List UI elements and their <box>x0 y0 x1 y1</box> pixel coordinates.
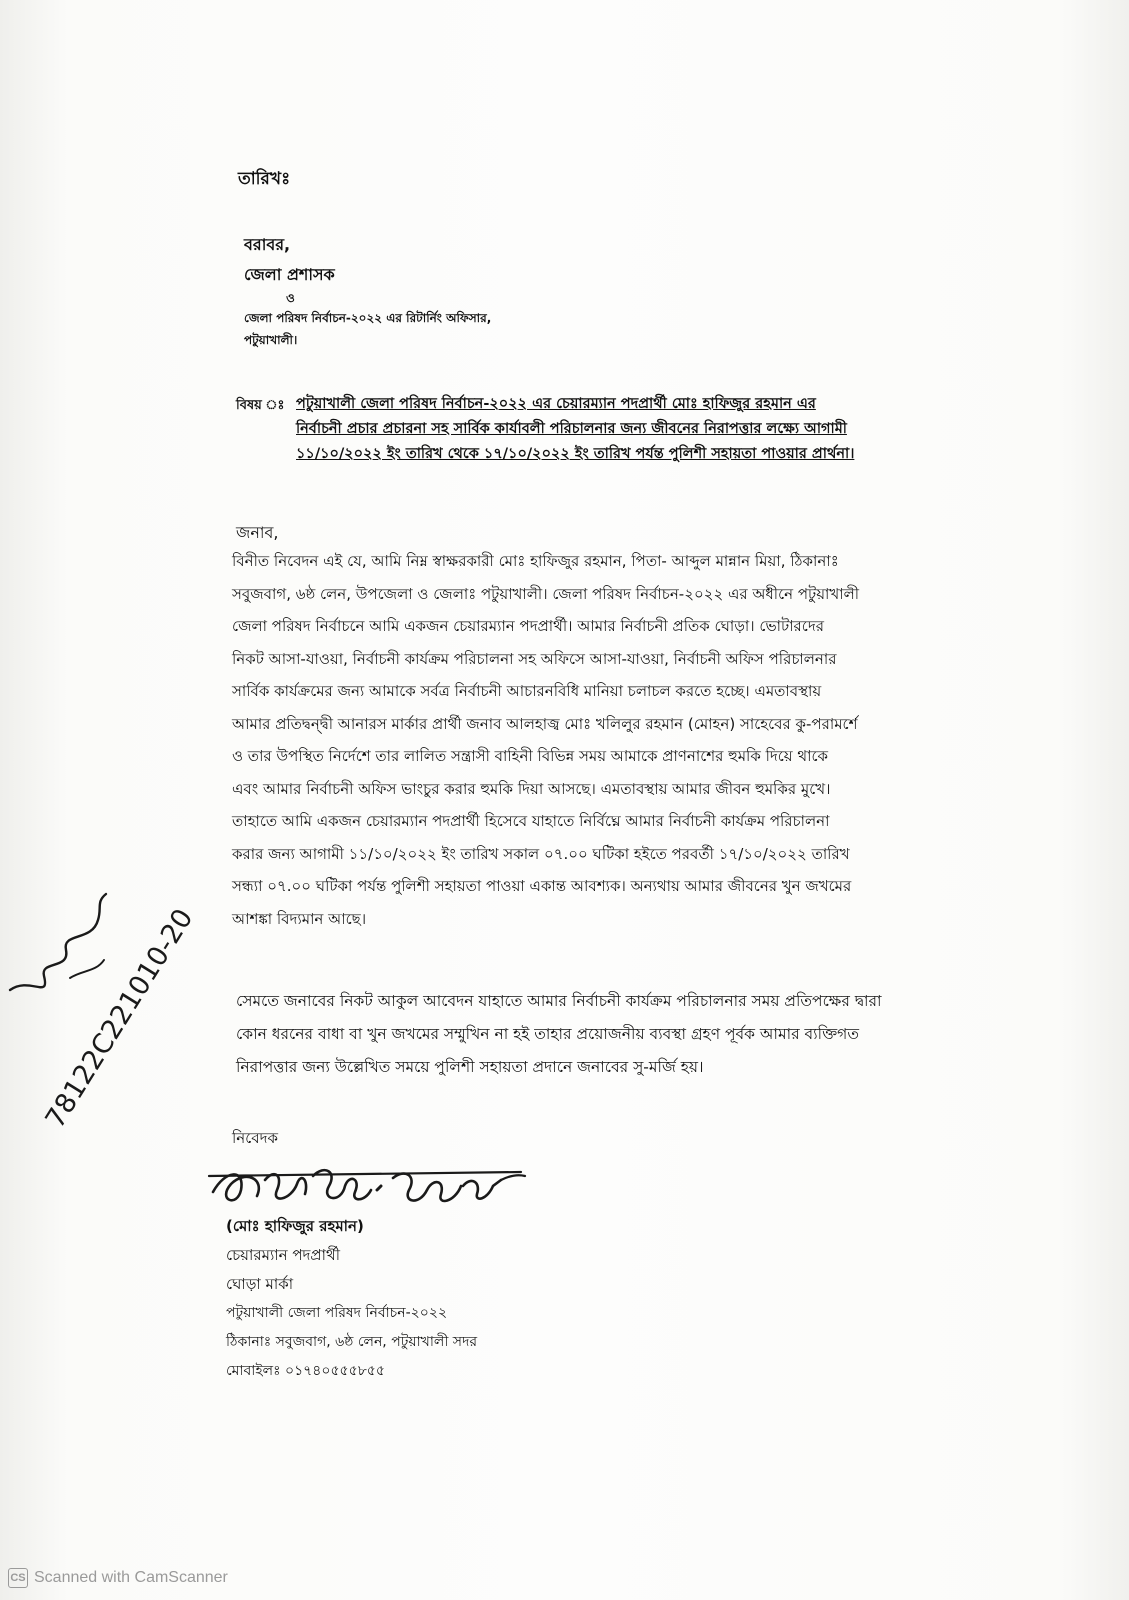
closing-line: নিরাপত্তার জন্য উল্লেখিত সময়ে পুলিশী সহায়তা প্রদানে জনাবের সু-মর্জি হয়। <box>236 1058 704 1076</box>
recipient-line-2: জেলা প্রশাসক <box>244 265 335 284</box>
closing-line: কোন ধরনের বাধা বা খুন জখমের সম্মুখিন না হই তাহার প্রয়োজনীয় ব্যবস্থা গ্রহণ পূর্বক আমার ব্যক্তিগত <box>236 1025 859 1043</box>
receipt-number: 78122C221010-20 <box>39 903 200 1134</box>
closing-paragraph <box>236 985 1056 1084</box>
body-line: জেলা পরিষদ নির্বাচনে আমি একজন চেয়ারম্যান পদপ্রার্থী। আমার নির্বাচনী প্রতিক ঘোড়া। ভোটারদের <box>232 617 824 635</box>
handwritten-receipt-note <box>0 880 230 1140</box>
camscanner-logo-icon: CS <box>8 1568 28 1588</box>
body-line: সার্বিক কার্যক্রমের জন্য আমাকে সর্বত্র নির্বাচনী আচারনবিধি মানিয়া চলাচল করতে হচ্ছে। এমতাবস্থায় <box>232 682 822 700</box>
body-line: বিনীত নিবেদন এই যে, আমি নিম্ন স্বাক্ষরকারী মোঃ হাফিজুর রহমান, পিতা- আব্দুল মান্নান মিয়া, ঠিকানাঃ <box>232 552 839 570</box>
subject-line: নির্বাচনী প্রচার প্রচারনা সহ সার্বিক কার্যাবলী পরিচালনার জন্য জীবনের নিরাপত্তার লক্ষ্যে আগামী <box>296 421 847 437</box>
recipient-line-5: পটুয়াখালী। <box>244 333 298 347</box>
applicant-label: নিবেদক <box>232 1129 278 1147</box>
body-line: এবং আমার নির্বাচনী অফিস ভাংচুর করার হুমকি দিয়া আসছে। এমতাবস্থায় আমার জীবন হুমকির মুখে। <box>232 779 831 798</box>
handwritten-signature <box>205 1150 535 1220</box>
scanner-watermark <box>8 1568 228 1588</box>
election-symbol: ঘোড়া মার্কা <box>226 1275 294 1293</box>
signature-block <box>226 1212 477 1386</box>
receipt-initials-icon <box>10 894 106 990</box>
body-line: সন্ধ্যা ০৭.০০ ঘটিকা পর্যন্ত পুলিশী সহায়তা পাওয়া একান্ত আবশ্যক। অন্যথায় আমার জীবনের খুন জখমের <box>232 877 852 895</box>
body-line: আমার প্রতিদ্বন্দ্বী আনারস মার্কার প্রার্থী জনাব আলহাজ্ব মোঃ খলিলুর রহমান (মোহন) সাহেবের কু-পরামর্শে <box>232 714 858 733</box>
election-name: পটুয়াখালী জেলা পরিষদ নির্বাচন-২০২২ <box>226 1305 448 1321</box>
body-line: সবুজবাগ, ৬ষ্ঠ লেন, উপজেলা ও জেলাঃ পটুয়াখালী। জেলা পরিষদ নির্বাচন-২০২২ এর অধীনে পটুয়াখালী <box>232 584 860 603</box>
body-line: ও তার উপস্থিত নির্দেশে তার লালিত সন্ত্রাসী বাহিনী বিভিন্ন সময় আমাকে প্রাণনাশের হুমকি দিয়ে থাকে <box>232 747 828 765</box>
body-line: তাহাতে আমি একজন চেয়ারম্যান পদপ্রার্থী হিসেবে যাহাতে নির্বিঘ্নে আমার নির্বাচনী কার্যক্রম পরিচালনা <box>232 812 830 830</box>
applicant-address: ঠিকানাঃ সবুজবাগ, ৬ষ্ঠ লেন, পটুয়াখালী সদর <box>226 1334 478 1350</box>
letter-body <box>232 545 1042 935</box>
body-line: আশঙ্কা বিদ্যমান আছে। <box>232 909 367 928</box>
applicant-mobile: মোবাইলঃ ০১৭৪০৫৫৫৮৫৫ <box>226 1363 385 1379</box>
subject-line: পটুয়াখালী জেলা পরিষদ নির্বাচন-২০২২ এর চেয়ারম্যান পদপ্রার্থী মোঃ হাফিজুর রহমান এর <box>296 396 816 412</box>
body-line: করার জন্য আগামী ১১/১০/২০২২ ইং তারিখ সকাল ০৭.০০ ঘটিকা হইতে পরবর্তী ১৭/১০/২০২২ তারিখ <box>232 844 850 863</box>
applicant-name: (মোঃ হাফিজুর রহমান) <box>226 1217 364 1235</box>
scanner-text: Scanned with CamScanner <box>34 1569 228 1586</box>
subject-label: বিষয় ঃ <box>236 398 285 413</box>
date-label: তারিখঃ <box>238 169 291 189</box>
recipient-line-4: জেলা পরিষদ নির্বাচন-২০২২ এর রিটার্নিং অফিসার, <box>244 311 492 325</box>
body-line: নিকট আসা-যাওয়া, নির্বাচনী কার্যক্রম পরিচালনা সহ অফিসে আসা-যাওয়া, নির্বাচনী অফিস পরিচালনার <box>232 649 837 668</box>
salutation: জনাব, <box>236 523 279 542</box>
recipient-line-3: ও <box>286 291 295 305</box>
subject-line: ১১/১০/২০২২ ইং তারিখ থেকে ১৭/১০/২০২২ ইং তারিখ পর্যন্ত পুলিশী সহায়তা পাওয়ার প্রার্থনা। <box>296 446 855 462</box>
closing-line: সেমতে জনাবের নিকট আকুল আবেদন যাহাতে আমার নির্বাচনী কার্যক্রম পরিচালনার সময় প্রতিপক্ষের দ্বারা <box>236 992 882 1010</box>
subject-text <box>296 392 1036 467</box>
recipient-line-1: বরাবর, <box>244 235 291 254</box>
applicant-designation: চেয়ারম্যান পদপ্রার্থী <box>226 1246 340 1264</box>
